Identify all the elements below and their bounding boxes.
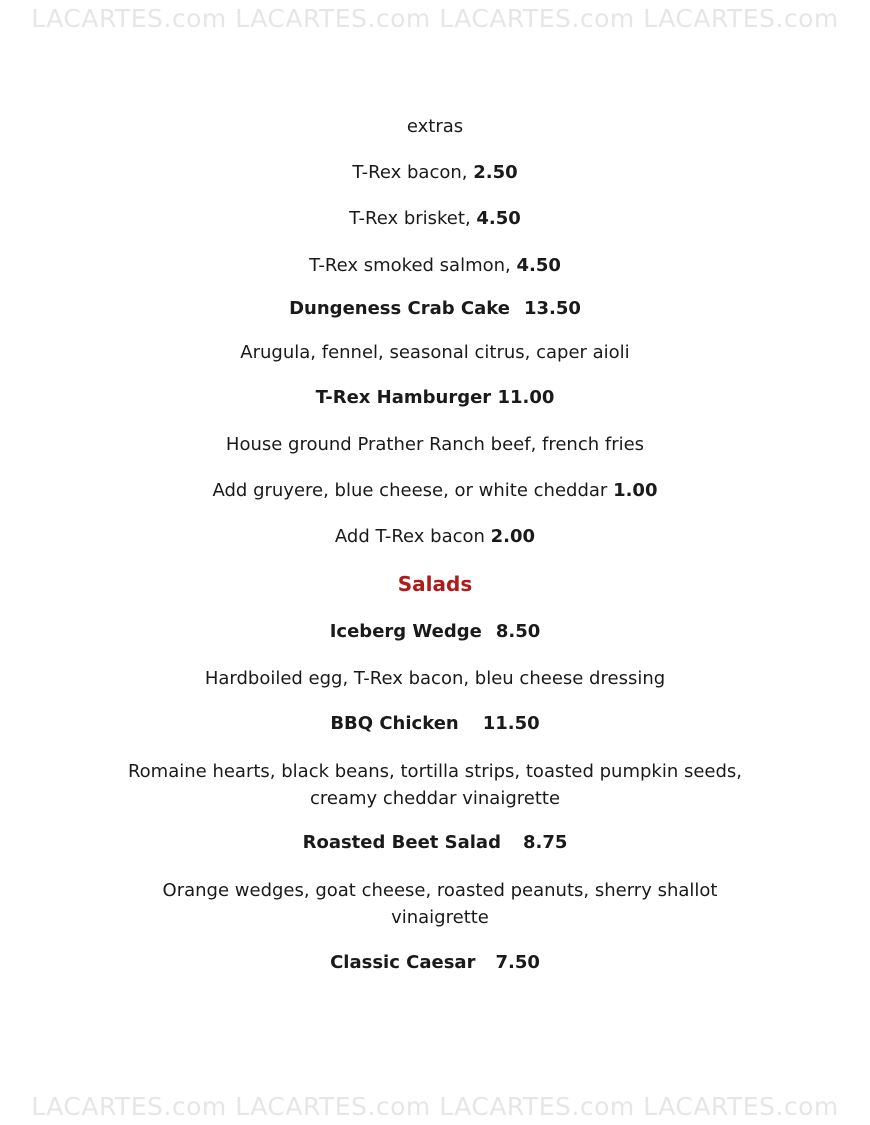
hamburger-description: House ground Prather Ranch beef, french fries (225, 434, 645, 455)
salads-heading: Salads (397, 572, 473, 596)
watermark-bottom: LACARTES.com LACARTES.com LACARTES.com LACARTES.com (31, 1092, 839, 1121)
item-name: T-Rex bacon, (352, 162, 468, 183)
item-name: Iceberg Wedge (329, 621, 482, 642)
item-price: 11.00 (497, 387, 555, 408)
item-price: 4.50 (516, 255, 561, 276)
hamburger-addon-bacon (0, 526, 870, 548)
item-price: 7.50 (495, 952, 540, 973)
item-price: 11.50 (482, 713, 540, 734)
addon-text: Add gruyere, blue cheese, or white cheddar (212, 480, 608, 501)
extra-item-brisket (0, 208, 870, 230)
addon-price: 1.00 (613, 480, 658, 501)
iceberg-description: Hardboiled egg, T-Rex bacon, bleu cheese dressing (204, 668, 666, 689)
addon-text: Add T-Rex bacon (334, 526, 485, 547)
watermark-top: LACARTES.com LACARTES.com LACARTES.com LACARTES.com (31, 4, 839, 33)
hamburger-addon-cheese (0, 480, 870, 502)
crab-cake-title (0, 298, 870, 320)
extra-item-bacon (0, 162, 870, 184)
item-price: 4.50 (476, 208, 521, 229)
bbq-description: Romaine hearts, black beans, tortilla strips, toasted pumpkin seeds, creamy cheddar vinaigrette (127, 761, 743, 809)
item-name: T-Rex brisket, (349, 208, 471, 229)
item-name: T-Rex Hamburger (315, 387, 492, 408)
caesar-title (0, 952, 870, 974)
addon-price: 2.00 (490, 526, 536, 547)
extra-item-salmon (0, 255, 870, 277)
item-name: Classic Caesar (330, 952, 476, 973)
iceberg-title (0, 621, 870, 643)
item-price: 8.75 (522, 832, 568, 853)
crab-cake-description: Arugula, fennel, seasonal citrus, caper aioli (240, 342, 630, 363)
bbq-title (0, 713, 870, 735)
item-price: 2.50 (473, 162, 518, 183)
extras-heading: extras (406, 116, 464, 137)
item-price: 13.50 (523, 298, 581, 319)
hamburger-title (0, 387, 870, 409)
item-price: 8.50 (495, 621, 541, 642)
item-name: Roasted Beet Salad (302, 832, 501, 853)
item-name: Dungeness Crab Cake (289, 298, 510, 319)
beet-description: Orange wedges, goat cheese, roasted peanuts, sherry shallot vinaigrette (162, 880, 718, 928)
item-name: T-Rex smoked salmon, (309, 255, 511, 276)
item-name: BBQ Chicken (330, 713, 459, 734)
beet-title (0, 832, 870, 854)
